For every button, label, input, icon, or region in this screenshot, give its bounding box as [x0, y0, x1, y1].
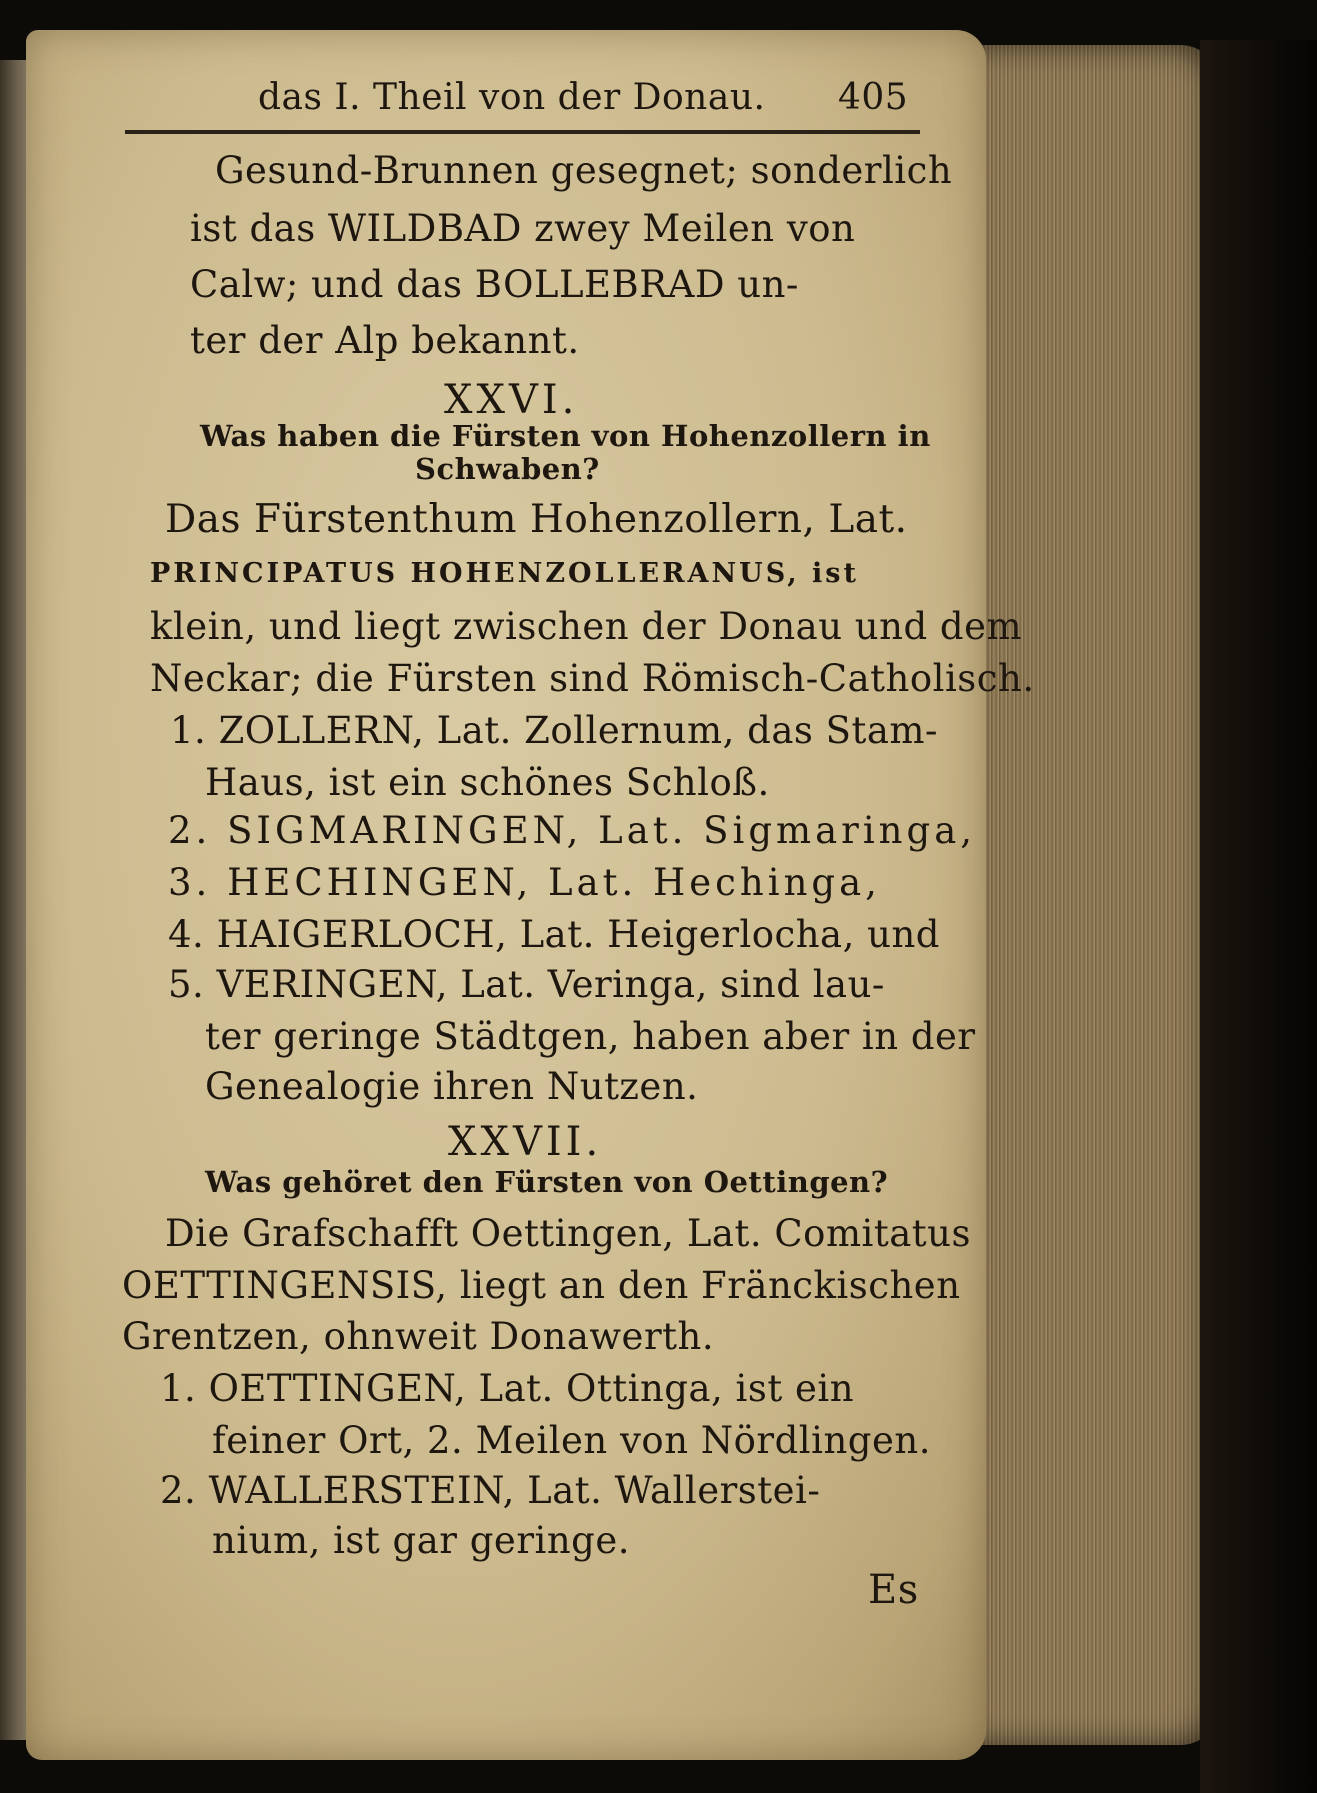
list-item: 3. HECHINGEN, Lat. Hechinga,: [168, 861, 881, 904]
text-line: ist das WILDBAD zwey Meilen von: [190, 207, 856, 250]
page-number: 405: [838, 77, 909, 118]
text-line: Neckar; die Fürsten sind Römisch-Catholisch.: [150, 657, 1035, 700]
text-line: PRINCIPATUS HOHENZOLLERANUS, ist: [150, 558, 859, 589]
header-rule: [125, 130, 920, 134]
section-numeral: XXVII.: [448, 1119, 603, 1165]
list-item: 5. VERINGEN, Lat. Veringa, sind lau-: [168, 963, 885, 1006]
section-question: Schwaben?: [415, 452, 600, 486]
list-item: ter geringe Städtgen, haben aber in der: [205, 1015, 976, 1058]
text-line: Grentzen, ohnweit Donawerth.: [122, 1315, 715, 1358]
list-item: Haus, ist ein schönes Schloß.: [205, 761, 770, 804]
list-item: 1. ZOLLERN, Lat. Zollernum, das Stam-: [170, 709, 939, 752]
list-item: 2. SIGMARINGEN, Lat. Sigmaringa,: [168, 809, 977, 852]
text-line: OETTINGENSIS, liegt an den Fränckischen: [122, 1264, 961, 1307]
list-item: 4. HAIGERLOCH, Lat. Heigerlocha, und: [168, 913, 940, 956]
list-item: 1. OETTINGEN, Lat. Ottinga, ist ein: [160, 1367, 855, 1410]
list-item: Genealogie ihren Nutzen.: [205, 1065, 699, 1108]
section-numeral: XXVI.: [444, 377, 579, 423]
text-line: Die Grafschafft Oettingen, Lat. Comitatus: [165, 1212, 971, 1255]
text-line: Das Fürstenthum Hohenzollern, Lat.: [165, 497, 908, 542]
section-question: Was gehöret den Fürsten von Oettingen?: [205, 1165, 889, 1199]
section-question: Was haben die Fürsten von Hohenzollern in: [200, 419, 931, 453]
list-item: nium, ist gar geringe.: [212, 1519, 631, 1562]
text-line: Calw; und das BOLLEBRAD un-: [190, 263, 799, 306]
running-title: das I. Theil von der Donau.: [258, 77, 766, 118]
text-line: Gesund-Brunnen gesegnet; sonderlich: [215, 149, 953, 192]
text-line: klein, und liegt zwischen der Donau und dem: [150, 605, 1023, 648]
catchword: Es: [868, 1567, 919, 1613]
list-item: 2. WALLERSTEIN, Lat. Wallerstei-: [160, 1469, 821, 1512]
list-item: feiner Ort, 2. Meilen von Nördlingen.: [212, 1419, 931, 1462]
text-line: ter der Alp bekannt.: [190, 319, 580, 362]
